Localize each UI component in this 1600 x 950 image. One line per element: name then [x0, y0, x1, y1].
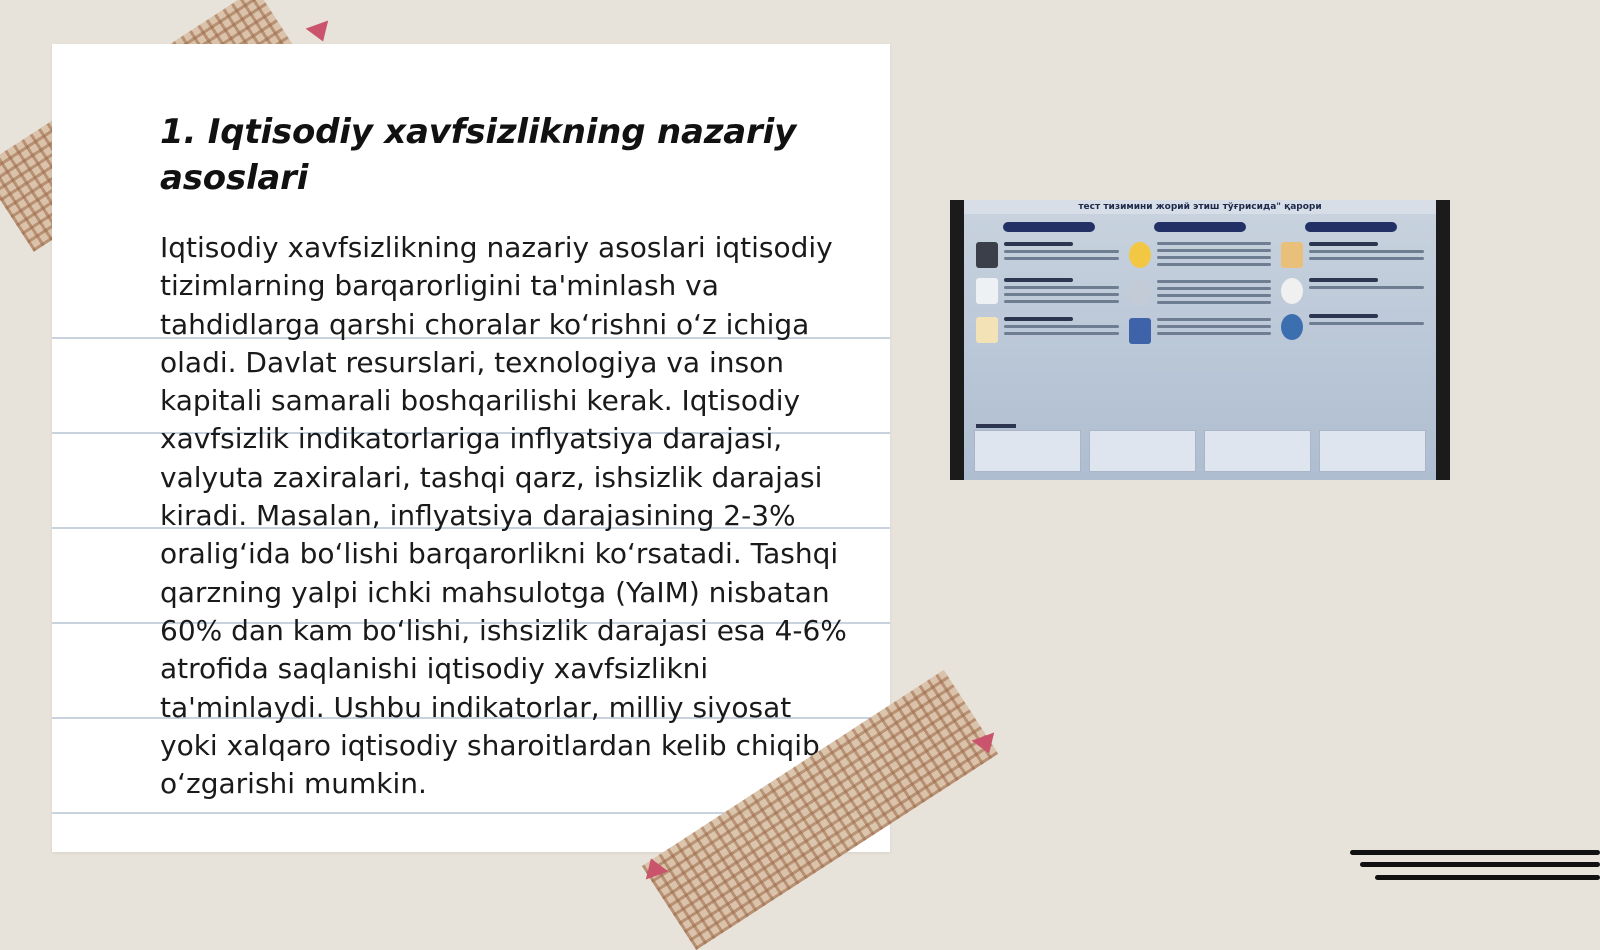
infographic-header: тест тизимини жорий этиш тўғрисида" қарори	[964, 200, 1436, 214]
lab-flask-icon	[1281, 278, 1303, 304]
infographic-row	[976, 317, 1119, 343]
note-content	[160, 109, 860, 801]
infographic-boxes	[974, 430, 1426, 472]
brush-line	[1350, 850, 1600, 855]
infographic-row	[1281, 278, 1424, 304]
lined-paper-note	[52, 44, 890, 852]
pin-icon	[306, 20, 335, 45]
infographic-row	[976, 278, 1119, 307]
infographic-row	[1281, 314, 1424, 340]
lightbulb-icon	[1129, 242, 1151, 268]
graduate-icon	[976, 242, 998, 268]
infographic-tab	[1305, 222, 1397, 232]
infographic-row	[1129, 280, 1272, 308]
infographic-content	[964, 200, 1436, 480]
globe-icon	[1281, 314, 1303, 340]
infographic-tabs	[964, 214, 1436, 236]
infographic-row	[1129, 242, 1272, 270]
infographic-row	[1129, 318, 1272, 344]
brush-line	[1360, 862, 1600, 867]
slide-body-text[interactable]: Iqtisodiy xavfsizlikning nazariy asoslari iqtisodiy tizimlarning barqarorligini ta'minlash va tahdidlarga qarshi choralar ko‘rishni o‘z ichiga oladi. Davlat resurslari, texnologiya va inson kapitali samarali boshqarilishi kerak. Iqtisodiy xavfsizlik indikatorlariga inflyatsiya darajasi, valyuta zaxiralari, tashqi qarz, ishsizlik darajasi kiradi. Masalan, inflyatsiya darajasining 2-3% oralig‘ida bo‘lishi barqarorlikni ko‘rsatadi. Tashqi qarzning yalpi ichki mahsulotga (YaIM) nisbatan 60% dan kam bo‘lishi, ishsizlik darajasi esa 4-6% atrofida saqlanishi iqtisodiy xavfsizlikni ta'minlaydi. Ushbu indikatorlar, milliy siyosat yoki xalqaro iqtisodiy sharoitlardan kelib chiqib o‘zgarishi mumkin.	[160, 231, 847, 801]
calendar-icon	[1281, 242, 1303, 268]
infographic-row	[1281, 242, 1424, 268]
certificate-icon	[976, 317, 998, 343]
infographic-box	[974, 430, 1081, 472]
infographic-columns	[964, 236, 1436, 350]
handshake-icon	[1129, 280, 1151, 306]
infographic-column	[1281, 242, 1424, 344]
infographic-label	[976, 424, 1016, 428]
infographic-tab	[1003, 222, 1095, 232]
infographic-box	[1319, 430, 1426, 472]
infographic-tab	[1154, 222, 1246, 232]
decorative-brush-lines	[1340, 850, 1600, 890]
document-icon	[976, 278, 998, 304]
brush-line	[1375, 875, 1600, 880]
infographic-box	[1089, 430, 1196, 472]
infographic-column	[1129, 242, 1272, 344]
infographic-column	[976, 242, 1119, 344]
infographic-image[interactable]	[950, 200, 1450, 480]
slide-title[interactable]: 1. Iqtisodiy xavfsizlikning nazariy asoslari	[160, 112, 797, 198]
infographic-box	[1204, 430, 1311, 472]
infographic-row	[976, 242, 1119, 268]
building-icon	[1129, 318, 1151, 344]
